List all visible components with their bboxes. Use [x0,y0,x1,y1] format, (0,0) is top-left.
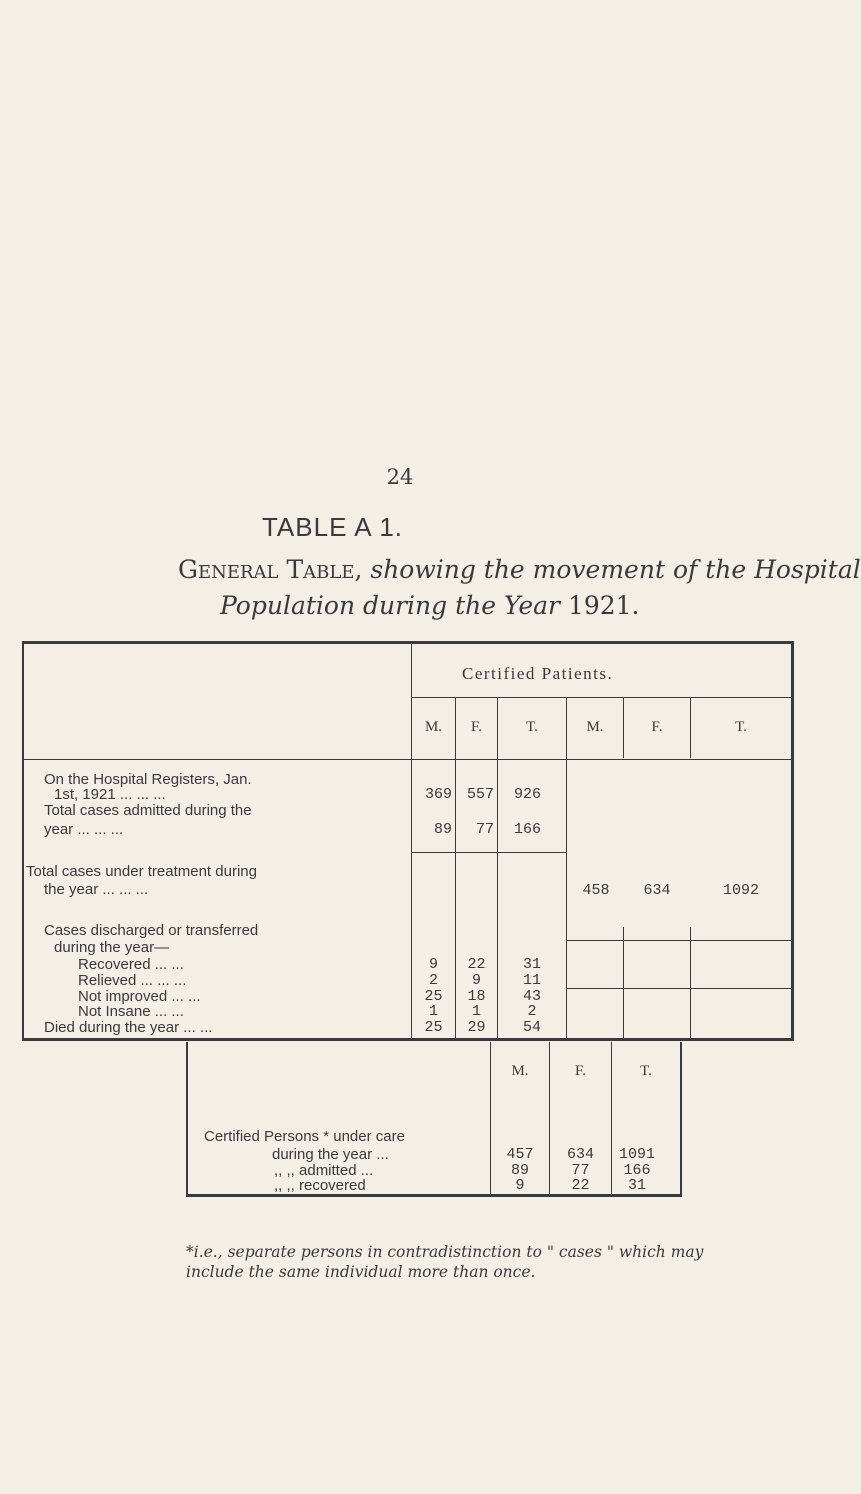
second-col-header-t: T. [640,1063,652,1079]
row-label-discharged-2: during the year— [54,939,170,956]
row-label-recovered: Recovered ... ... [78,956,184,973]
relieved-f: 9 [471,972,481,989]
rule-under-column-headers [24,759,791,760]
treatment-f: 634 [643,882,671,899]
second-table-border-left [186,1042,188,1197]
col-header-f1: F. [471,719,482,735]
second-row-label-under-care-2: during the year ... [272,1146,389,1163]
recovered-m: 9 [428,956,438,973]
title-subtitle-1: showing the movement of the Hospital [370,555,861,584]
second-under-care-t: 1091 [618,1146,655,1163]
rule-under-dec-totals [566,988,791,989]
admitted-m: 89 [433,821,452,838]
table-title-line-1 [178,555,861,584]
second-recovered-t: 31 [627,1177,646,1194]
row-label-treatment-2: the year ... ... ... [44,881,149,898]
died-t: 54 [522,1019,541,1036]
col-header-m1: M. [424,719,443,735]
main-table [22,641,794,1041]
col-sep-t1 [566,697,567,1041]
relieved-t: 11 [522,972,541,989]
admitted-f: 77 [475,821,494,838]
row-label-admitted-1: Total cases admitted during the [44,802,252,819]
title-general-table: General Table, [178,555,363,584]
main-table-border-top [22,641,794,644]
not-insane-f: 1 [471,1003,481,1020]
main-table-border-bottom [22,1038,794,1041]
footnote-line-2: include the same individual more than once. [186,1263,536,1281]
col-header-t1: T. [526,719,538,735]
jan-t: 926 [513,786,541,803]
second-recovered-m: 9 [515,1177,525,1194]
admitted-t: 166 [513,821,541,838]
row-label-not-improved: Not improved ... ... [78,988,201,1005]
row-label-relieved: Relieved ... ... ... [78,972,187,989]
died-m: 25 [424,1019,443,1036]
recovered-t: 31 [522,956,541,973]
died-f: 29 [467,1019,486,1036]
title-subtitle-2: Population during the Year [220,591,560,620]
second-col-header-m: M. [511,1063,529,1079]
page-number: 24 [386,465,414,489]
rule-under-admitted [411,852,566,853]
relieved-m: 2 [428,972,438,989]
rule-under-section-header [411,697,791,698]
second-admitted-f: 77 [571,1162,590,1179]
not-improved-m: 25 [424,988,443,1005]
second-col-header-f: F. [575,1063,586,1079]
second-recovered-f: 22 [571,1177,590,1194]
not-insane-m: 1 [428,1003,438,1020]
main-table-border-right [791,641,794,1041]
col-sep-t2-lower [690,927,691,1041]
row-label-not-insane: Not Insane ... ... [78,1003,184,1020]
row-label-treatment-1: Total cases under treatment during [26,863,257,880]
title-year: 1921. [567,591,640,620]
jan-f: 557 [466,786,494,803]
col-header-f2: F. [651,719,663,735]
second-row-label-under-care-1: Certified Persons * under care [204,1128,405,1145]
jan-m: 369 [424,786,452,803]
second-row-label-admitted: ,, ,, admitted ... [274,1162,374,1179]
rule-under-discharged-totals [566,940,791,941]
col-header-m2: M. [586,719,604,735]
main-table-border-left [22,641,24,1041]
recovered-f: 22 [467,956,486,973]
not-improved-t: 43 [522,988,541,1005]
col-sep-f2-lower [623,927,624,1041]
footnote [186,1242,746,1282]
second-row-label-recovered: ,, ,, recovered [274,1177,366,1194]
footnote-line-1: *i.e., separate persons in contradistinction to " cases " which may [186,1243,704,1261]
table-heading: TABLE A 1. [261,512,404,542]
second-admitted-t: 166 [623,1162,651,1179]
certified-patients-header: Certified Patients. [462,664,614,683]
second-admitted-m: 89 [510,1162,529,1179]
row-label-jan-1: On the Hospital Registers, Jan. [44,771,252,788]
treatment-t: 1092 [722,882,759,899]
not-insane-t: 2 [527,1003,537,1020]
table-title-line-2 [220,591,640,620]
second-under-care-m: 457 [506,1146,534,1163]
second-under-care-f: 634 [566,1146,594,1163]
second-table [186,1042,683,1197]
row-label-admitted-2: year ... ... ... [44,821,124,838]
not-improved-f: 18 [467,988,486,1005]
col-header-t2: T. [735,719,747,735]
row-label-discharged-1: Cases discharged or transferred [44,922,259,939]
second-table-border-right [680,1042,682,1197]
treatment-m: 458 [582,882,610,899]
row-label-died: Died during the year ... ... [44,1019,213,1036]
row-label-jan-2: 1st, 1921 ... ... ... [54,786,166,803]
